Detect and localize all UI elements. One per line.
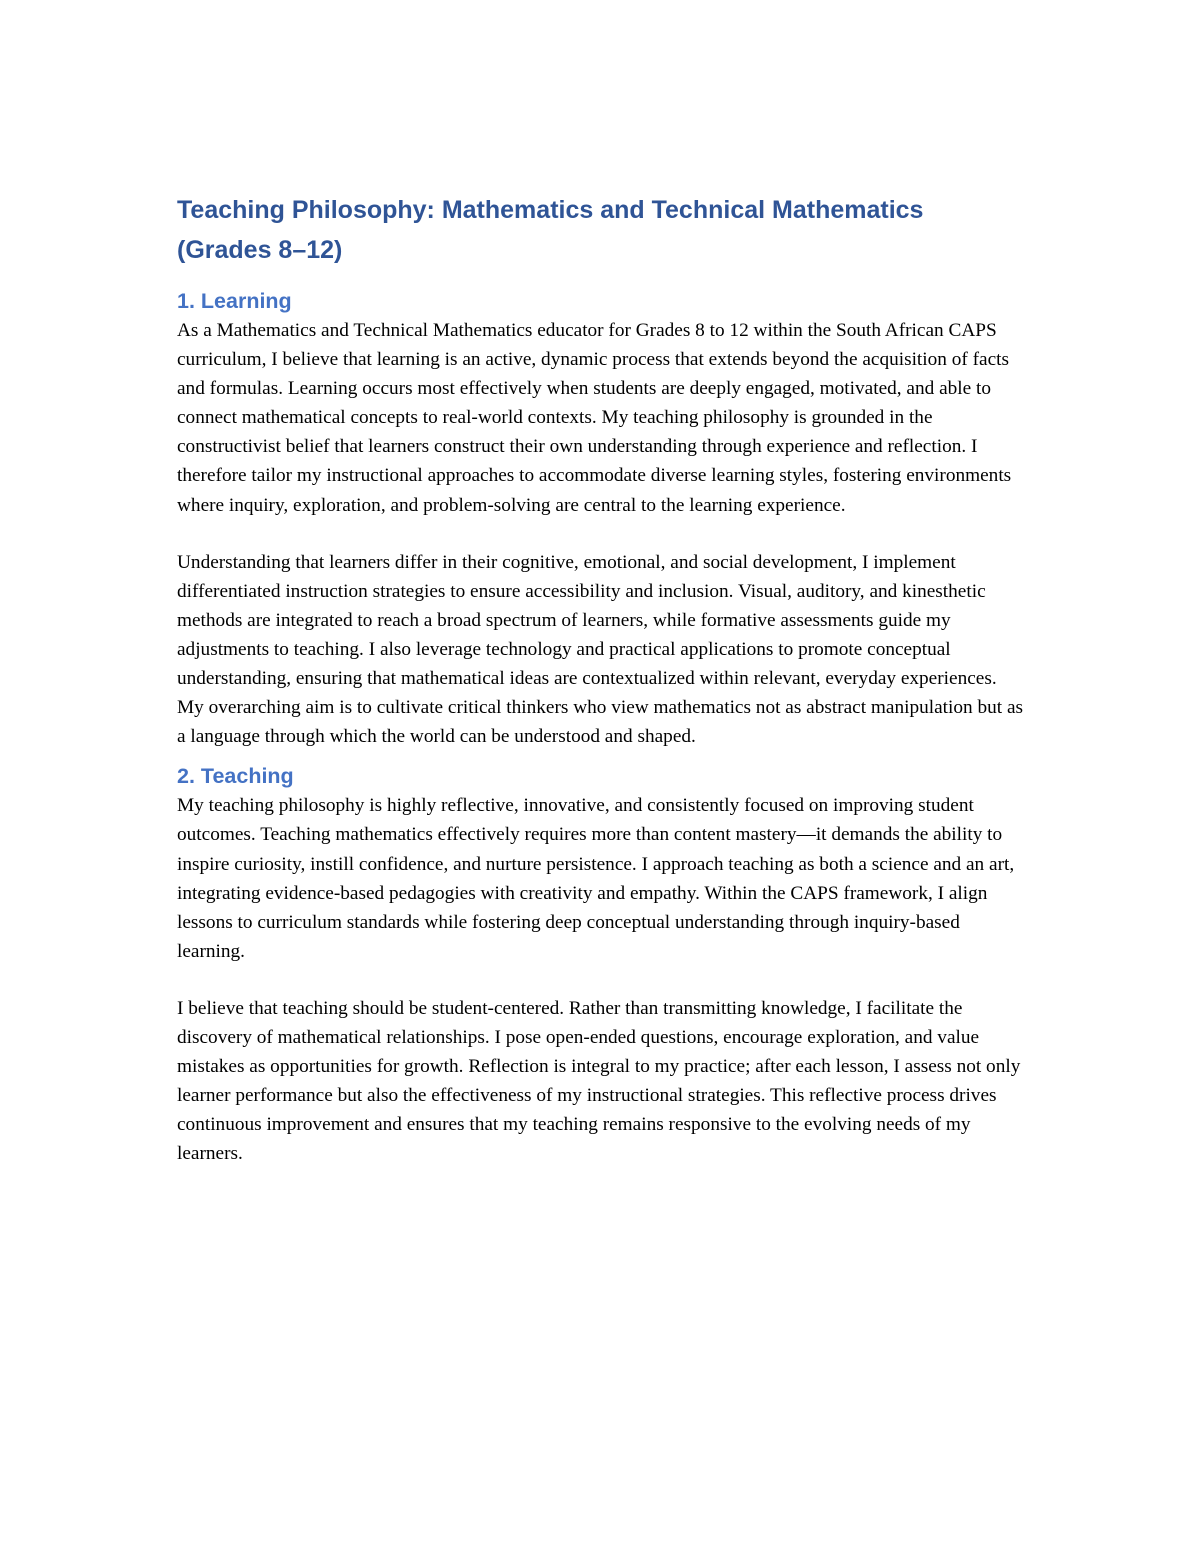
document-page	[177, 190, 1023, 1178]
section-heading-learning: 1. Learning	[177, 289, 292, 313]
section-teaching	[177, 761, 1023, 1168]
document-title: Teaching Philosophy: Mathematics and Technical Mathematics (Grades 8–12)	[177, 196, 924, 264]
paragraph: As a Mathematics and Technical Mathematics educator for Grades 8 to 12 within the South African CAPS curriculum, I believe that learning is an active, dynamic process that extends beyond the acquisition of facts and formulas. Learning occurs most effectively when students are deeply engaged, motivated, and able to connect mathematical concepts to real-world contexts. My teaching philosophy is grounded in the constructivist belief that learners construct their own understanding through experience and reflection. I therefore tailor my instructional approaches to accommodate diverse learning styles, fostering environments where inquiry, exploration, and problem-solving are central to the learning experience.	[177, 320, 1012, 516]
paragraph: My teaching philosophy is highly reflective, innovative, and consistently focused on improving student outcomes. Teaching mathematics effectively requires more than content mastery—it demands the ability to inspire curiosity, instill confidence, and nurture persistence. I approach teaching as both a science and an art, integrating evidence-based pedagogies with creativity and empathy. Within the CAPS framework, I align lessons to curriculum standards while fostering deep conceptual understanding through inquiry-based learning.	[177, 795, 1015, 962]
section-learning	[177, 286, 1023, 751]
paragraph: Understanding that learners differ in their cognitive, emotional, and social development, I implement differentiated instruction strategies to ensure accessibility and inclusion. Visual, auditory, and kinesthetic methods are integrated to reach a broad spectrum of learners, while formative assessments guide my adjustments to teaching. I also leverage technology and practical applications to promote conceptual understanding, ensuring that mathematical ideas are contextualized within relevant, everyday experiences. My overarching aim is to cultivate critical thinkers who view mathematics not as abstract manipulation but as a language through which the world can be understood and shaped.	[177, 551, 1024, 748]
section-heading-teaching: 2. Teaching	[177, 764, 294, 789]
paragraph: I believe that teaching should be student-centered. Rather than transmitting knowledge, I facilitate the discovery of mathematical relationships. I pose open-ended questions, encourage exploration, and value mistakes as opportunities for growth. Reflection is integral to my practice; after each lesson, I assess not only learner performance but also the effectiveness of my instructional strategies. This reflective process drives continuous improvement and ensures that my teaching remains responsive to the evolving needs of my learners.	[177, 997, 1021, 1165]
